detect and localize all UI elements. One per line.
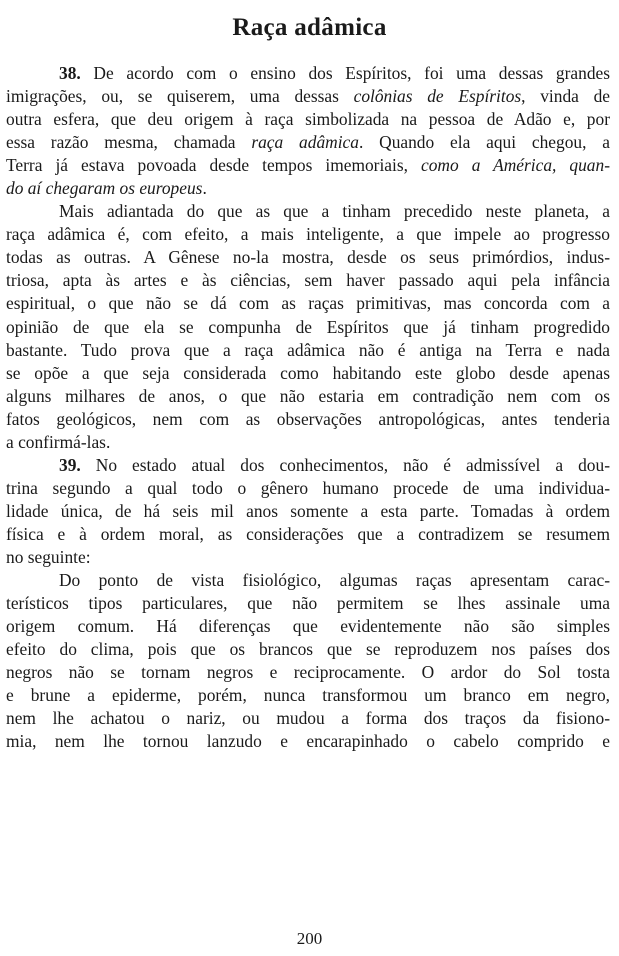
text-line: Do ponto de vista fisiológico, algumas raças apresentam carac- [59, 570, 610, 591]
text-segment: , vinda de [521, 86, 610, 107]
italic-segment: colônias de Espíritos [353, 86, 522, 107]
italic-segment: do aí chegaram os europeus [6, 178, 203, 199]
text-line: outra esfera, que deu origem à raça simbolizada na pessoa de Adão e, por [6, 109, 610, 130]
text-line [6, 62, 610, 85]
text-line: origem comum. Há diferenças que evidentemente não são simples [6, 616, 610, 637]
text-line: alguns milhares de anos, o que não estaria em contradição nem com os [6, 385, 610, 406]
text-line: a confirmá-las. [6, 431, 111, 452]
page-number: 200 [296, 929, 323, 948]
body-text [6, 62, 610, 753]
text-line [6, 131, 610, 154]
text-line [6, 154, 610, 177]
italic-segment: como a América, quan- [421, 155, 610, 176]
text-segment: . Quando ela aqui chegou, a [358, 132, 610, 153]
text-line: todas as outras. A Gênese no-la mostra, desde os seus primórdios, indus- [6, 247, 610, 268]
text-line [6, 177, 610, 200]
text-line [6, 454, 610, 477]
text-line: Mais adiantada do que as que a tinham precedido neste planeta, a [59, 201, 610, 222]
text-segment: . [202, 178, 207, 199]
text-segment: imigrações, ou, se quiserem, uma dessas [6, 86, 354, 107]
text-line: opinião de que ela se compunha de Espíritos que já tinham progredido [6, 316, 610, 337]
text-segment: essa razão mesma, chamada [6, 132, 252, 153]
text-line: lidade única, de há seis mil anos somente a esta parte. Tomadas à ordem [6, 500, 610, 521]
text-line: se opõe a que seja considerada como habitando este globo desde apenas [6, 362, 610, 383]
text-line: trina segundo a qual todo o gênero humano procede de uma individua- [6, 477, 610, 498]
text-line: raça adâmica é, com efeito, a mais inteligente, a que impele ao progresso [6, 224, 610, 245]
text-line: mia, nem lhe tornou lanzudo e encarapinhado o cabelo comprido e [6, 731, 610, 752]
text-line: efeito do clima, pois que os brancos que se reproduzem nos países dos [6, 639, 610, 660]
italic-segment: raça adâmica [251, 132, 359, 153]
text-line: nem lhe achatou o nariz, ou mudou a forma dos traços da fisiono- [6, 708, 610, 729]
paragraph-number: 38. [59, 63, 81, 83]
text-line: espiritual, o que não se dá com as raças primitivas, mas concorda com a [6, 293, 610, 314]
text-line: negros não se tornam negros e reciprocamente. O ardor do Sol tosta [6, 662, 610, 683]
paragraph-number: 39. [59, 454, 81, 475]
page-title: Raça adâmica [232, 14, 387, 41]
text-segment: No estado atual dos conhecimentos, não é admissível a dou- [80, 454, 610, 475]
text-line: triosa, apta às artes e às ciências, sem haver passado aqui pela infância [6, 270, 610, 291]
text-line: no seguinte: [6, 546, 91, 567]
text-line: bastante. Tudo prova que a raça adâmica não é antiga na Terra e nada [6, 339, 610, 360]
text-segment: De acordo com o ensino dos Espíritos, foi uma dessas grandes [80, 63, 610, 83]
text-segment: Terra já estava povoada desde tempos imemoriais, [6, 155, 421, 176]
text-line: física e à ordem moral, as considerações que a contradizem se resumem [6, 523, 610, 544]
text-line: e brune a epiderme, porém, nunca transformou um branco em negro, [6, 685, 610, 706]
text-line: terísticos tipos particulares, que não permitem se lhes assinale uma [6, 593, 610, 614]
text-line: fatos geológicos, nem com as observações antropológicas, antes tenderia [6, 408, 610, 429]
text-line [6, 85, 610, 108]
